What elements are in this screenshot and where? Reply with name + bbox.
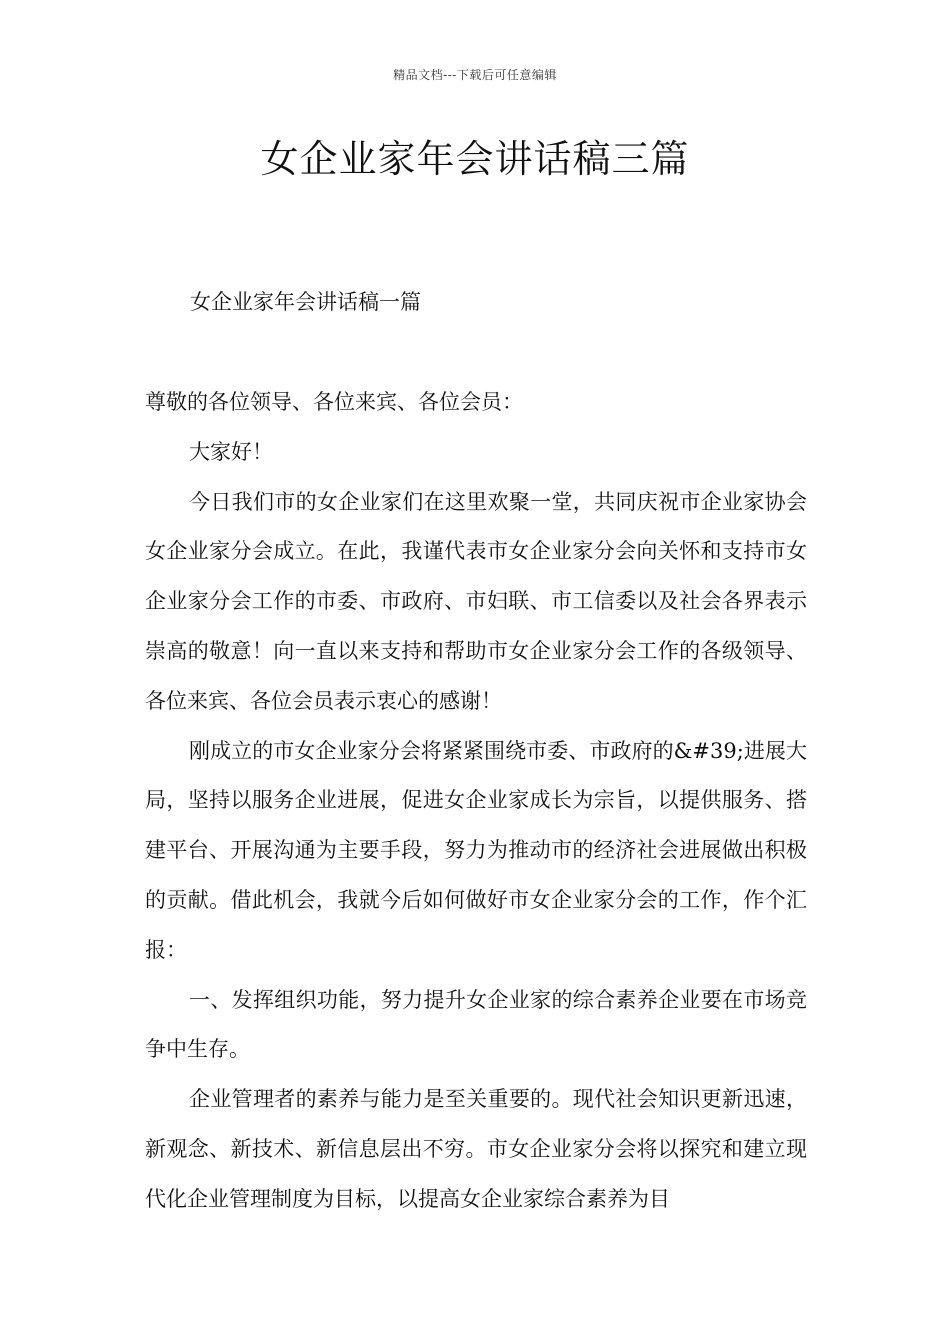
paragraph-welcome: 今日我们市的女企业家们在这里欢聚一堂，共同庆祝市企业家协会女企业家分会成立。在此，我谨代表市女企业家分会向关怀和支持市女企业家分会工作的市委、市政府、市妇联、市工信委以及社会各界表示崇高的敬意！向一直以来支持和帮助市女企业家分会工作的各级领导、各位来宾、各位会员表示衷心的感谢！ bbox=[145, 489, 807, 713]
document-body bbox=[145, 378, 807, 1225]
paragraph-mission: 刚成立的市女企业家分会将紧紧围绕市委、市政府的&#39;进展大局，坚持以服务企业进展，促进女企业家成长为宗旨，以提供服务、搭建平台、开展沟通为主要手段，努力为推动市的经济社会进展做出积极的贡献。借此机会，我就今后如何做好市女企业家分会的工作，作个汇报： bbox=[145, 738, 807, 962]
page-header-note: 精品文档---下载后可任意编辑 bbox=[393, 68, 557, 82]
paragraph-point-one: 一、发挥组织功能，努力提升女企业家的综合素养企业要在市场竞争中生存。 bbox=[145, 987, 807, 1062]
section-subtitle: 女企业家年会讲话稿一篇 bbox=[190, 290, 421, 314]
salutation: 尊敬的各位领导、各位来宾、各位会员： bbox=[145, 390, 523, 414]
paragraph-greeting: 大家好！ bbox=[189, 439, 273, 464]
paragraph-management: 企业管理者的素养与能力是至关重要的。现代社会知识更新迅速，新观念、新技术、新信息层出不穷。市女企业家分会将以探究和建立现代化企业管理制度为目标，以提高女企业家综合素养为目 bbox=[145, 1087, 807, 1211]
document-title: 女企业家年会讲话稿三篇 bbox=[260, 137, 690, 181]
